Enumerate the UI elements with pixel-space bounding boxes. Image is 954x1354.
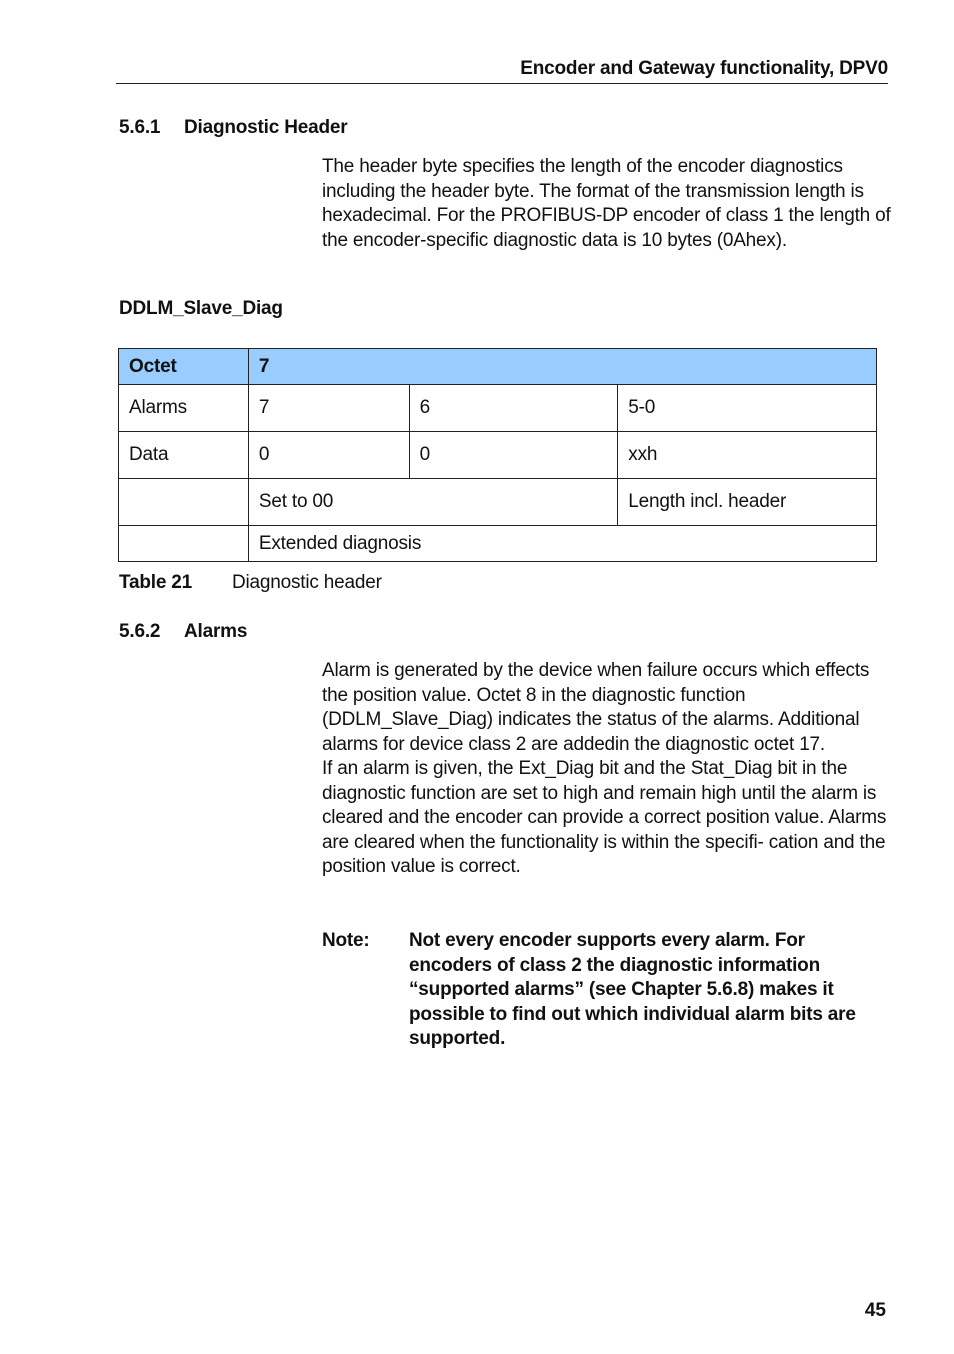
section-title: Alarms bbox=[184, 621, 248, 642]
table-cell: 0 bbox=[248, 432, 409, 479]
table-cell: 5-0 bbox=[618, 385, 877, 432]
table-subheading: DDLM_Slave_Diag bbox=[119, 298, 283, 319]
running-header: Encoder and Gateway functionality, DPV0 bbox=[116, 58, 888, 84]
alarms-body bbox=[322, 659, 894, 880]
page-number: 45 bbox=[864, 1300, 886, 1321]
table-cell: xxh bbox=[618, 432, 877, 479]
table-row bbox=[119, 385, 877, 432]
section-heading-562 bbox=[119, 621, 247, 643]
section-number: 5.6.1 bbox=[119, 117, 161, 138]
note-label: Note: bbox=[322, 930, 370, 951]
table-cell: Alarms bbox=[119, 385, 249, 432]
table-header-cell: Octet bbox=[119, 349, 249, 385]
table-cell: Extended diagnosis bbox=[248, 526, 876, 562]
table-header-cell: 7 bbox=[248, 349, 876, 385]
table-cell: 6 bbox=[409, 385, 618, 432]
section-heading-561 bbox=[119, 117, 347, 139]
table-row bbox=[119, 526, 877, 562]
table-caption-text: Diagnostic header bbox=[232, 572, 382, 593]
paragraph: The header byte specifies the length of the encoder diagnostics including the header byte. The format of the transmission length is hexadecimal. For the PROFIBUS-DP encoder of class 1 the length of the encoder-specific diagnostic data is 10 bytes (0Ahex). bbox=[322, 156, 891, 251]
section-number: 5.6.2 bbox=[119, 621, 161, 642]
paragraph: If an alarm is given, the Ext_Diag bit and the Stat_Diag bit in the diagnostic function are set to high and remain high until the alarm is cleared and the encoder can provide a correct position value. Alarms are cleared when the functionality is within the specifi- cation and the position value is correct. bbox=[322, 758, 887, 877]
table-cell: 0 bbox=[409, 432, 618, 479]
table-header-row bbox=[119, 349, 877, 385]
table-row bbox=[119, 432, 877, 479]
table-cell: Data bbox=[119, 432, 249, 479]
table-cell: Set to 00 bbox=[248, 479, 617, 526]
table-caption bbox=[119, 572, 382, 594]
diagnostic-header-body bbox=[322, 155, 894, 253]
note-block bbox=[322, 929, 888, 1052]
table-cell: 7 bbox=[248, 385, 409, 432]
note-text: Not every encoder supports every alarm. For encoders of class 2 the diagnostic information “supported alarms” (see Chapter 5.6.8) makes it possible to find out which individual alarm bits are supported. bbox=[409, 930, 856, 1049]
table-row bbox=[119, 479, 877, 526]
table-cell bbox=[119, 479, 249, 526]
table-cell bbox=[119, 526, 249, 562]
table-cell: Length incl. header bbox=[618, 479, 877, 526]
section-title: Diagnostic Header bbox=[184, 117, 348, 138]
table-caption-label: Table 21 bbox=[119, 572, 193, 593]
diagnostic-header-table bbox=[118, 348, 877, 562]
paragraph: Alarm is generated by the device when failure occurs which effects the position value. Octet 8 in the diagnostic function (DDLM_Slave_Diag) indicates the status of the alarms. Additional alarms for device class 2 are addedin the diagnostic octet 17. bbox=[322, 660, 870, 755]
